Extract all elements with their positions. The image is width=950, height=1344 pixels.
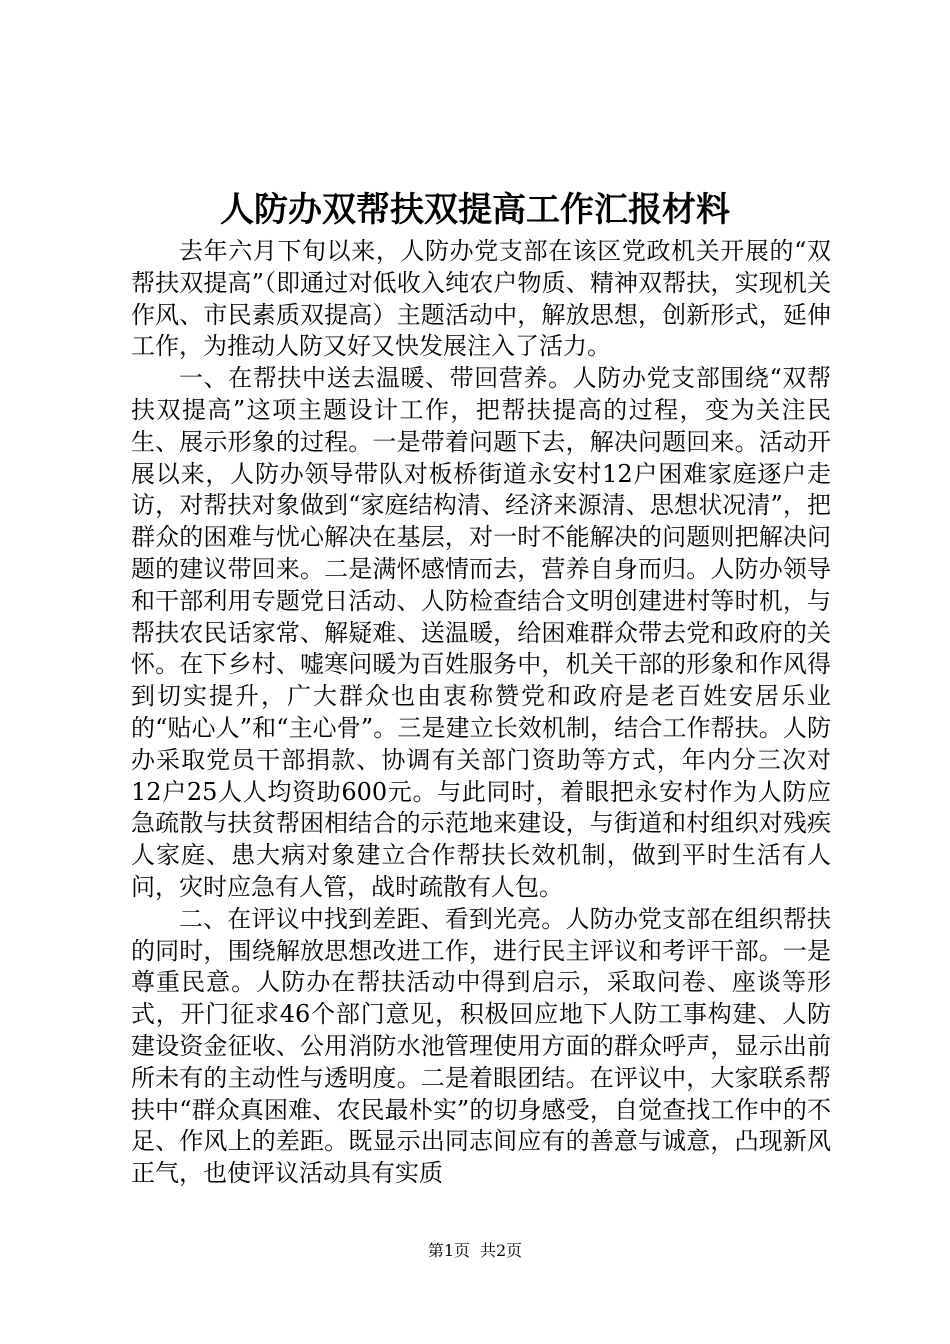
paragraph-section-one: 一、在帮扶中送去温暖、带回营养。人防办党支部围绕“双帮扶双提高”这项主题设计工作，把帮扶提高的过程，变为关注民生、展示形象的过程。一是带着问题下去，解决问题回来。活动开展以来，人防办领导带队对板桥街道永安村12户困难家庭逐户走访，对帮扶对象做到“家庭结构清、经济来源清、思想状况清”，把群众的困难与忧心解决在基层，对一时不能解决的问题则把解决问题的建议带回来。二是满怀感情而去，营养自身而归。人防办领导和干部利用专题党日活动、人防检查结合文明创建进村等时机，与帮扶农民话家常、解疑难、送温暖，给困难群众带去党和政府的关怀。在下乡村、嘘寒问暖为百姓服务中，机关干部的形象和作风得到切实提升，广大群众也由衷称赞党和政府是老百姓安居乐业的“贴心人”和“主心骨”。三是建立长效机制，结合工作帮扶。人防办采取党员干部捐款、协调有关部门资助等方式，年内分三次对12户25人人均资助600元。与此同时，着眼把永安村作为人防应急疏散与扶贫帮困相结合的示范地来建设，与街道和村组织对残疾人家庭、患大病对象建立合作帮扶长效机制，做到平时生活有人问，灾时应急有人管，战时疏散有人包。 xyxy=(131,364,831,901)
page-footer xyxy=(0,1240,950,1262)
paragraph-section-two: 二、在评议中找到差距、看到光亮。人防办党支部在组织帮扶的同时，围绕解放思想改进工作，进行民主评议和考评干部。一是尊重民意。人防办在帮扶活动中得到启示，采取问卷、座谈等形式，开门征求46个部门意见，积极回应地下人防工事构建、人防建设资金征收、公用消防水池管理使用方面的群众呼声，显示出前所未有的主动性与透明度。二是着眼团结。在评议中，大家联系帮扶中“群众真困难、农民最朴实”的切身感受，自觉查找工作中的不足、作风上的差距。既显示出同志间应有的善意与诚意，凸现新风正气，也使评议活动具有实质 xyxy=(131,904,831,1188)
page-number-current: 第1页 xyxy=(427,1241,470,1260)
paragraph-intro: 去年六月下旬以来，人防办党支部在该区党政机关开展的“双帮扶双提高”（即通过对低收入纯农户物质、精神双帮扶，实现机关作风、市民素质双提高）主题活动中，解放思想，创新形式，延伸工作，为推动人防又好又快发展注入了活力。 xyxy=(131,237,831,361)
document-body xyxy=(131,236,831,1190)
page-number-total: 共2页 xyxy=(480,1241,523,1260)
document-title: 人防办双帮扶双提高工作汇报材料 xyxy=(220,190,730,230)
